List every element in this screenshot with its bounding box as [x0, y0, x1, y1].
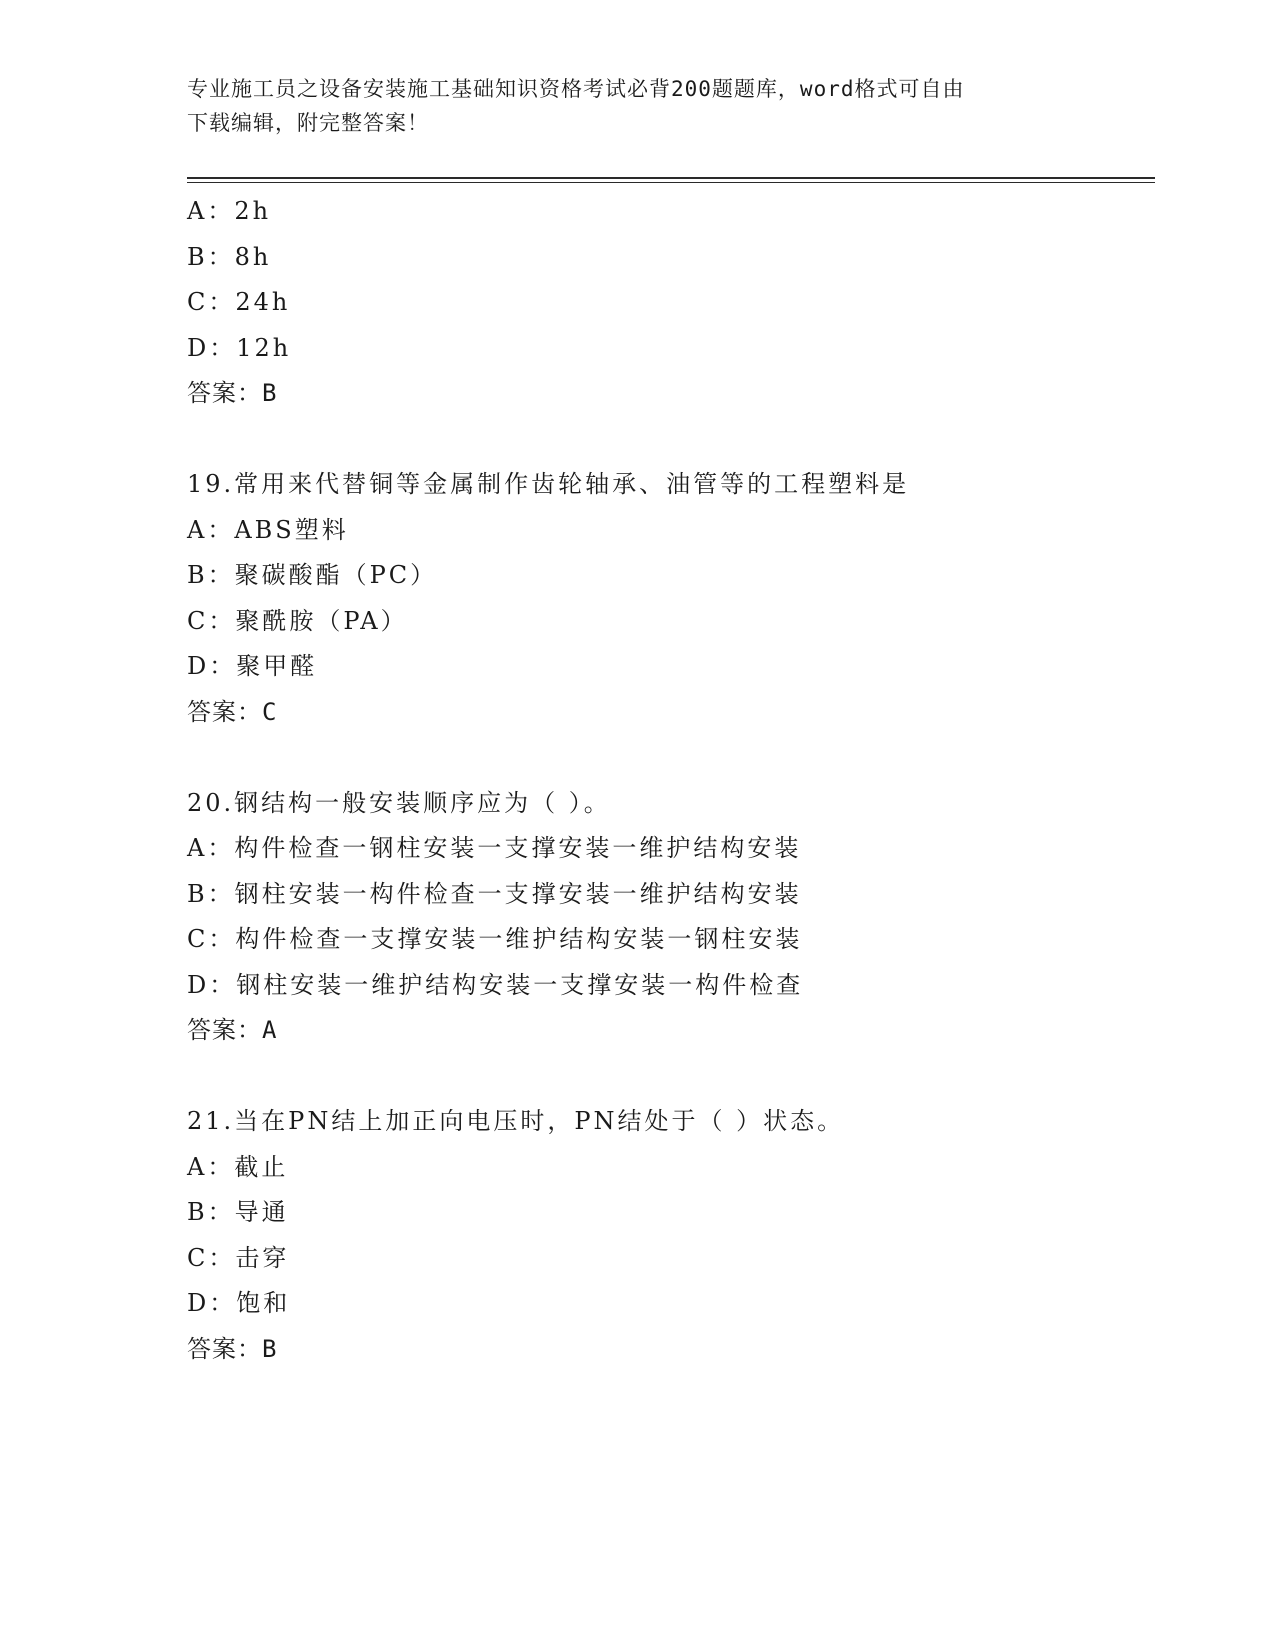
spacer — [187, 735, 1155, 781]
question-text: 20.钢结构一般安装顺序应为（ ）。 — [187, 788, 611, 817]
document-header — [187, 72, 1087, 140]
answer-value: B — [262, 379, 278, 407]
answer-label: 答案： — [187, 697, 262, 726]
option-c: C：聚酰胺（PA） — [187, 606, 408, 635]
question-21 — [187, 1099, 1155, 1372]
answer-label: 答案： — [187, 379, 262, 407]
option-c: C：构件检查一支撑安装一维护结构安装一钢柱安装 — [187, 925, 803, 953]
option-d: D：钢柱安装一维护结构安装一支撑安装一构件检查 — [187, 970, 804, 999]
header-divider-thick — [187, 177, 1155, 179]
answer-label: 答案： — [187, 1016, 262, 1044]
answer-line — [187, 1008, 1155, 1054]
question-text: 21.当在PN结上加正向电压时，PN结处于（ ）状态。 — [187, 1107, 845, 1135]
answer-value: C — [262, 697, 278, 726]
answer-label: 答案： — [187, 1334, 262, 1363]
option-a: A：截止 — [187, 1152, 289, 1181]
header-line-2: 下载编辑，附完整答案！ — [187, 111, 429, 135]
answer-value: B — [262, 1334, 278, 1363]
question-18 — [187, 189, 1155, 417]
answer-value: A — [262, 1016, 278, 1044]
option-a: A：ABS塑料 — [187, 515, 349, 544]
option-c: C：24h — [187, 288, 291, 316]
option-d: D：12h — [187, 333, 292, 362]
question-20 — [187, 781, 1155, 1054]
question-text: 19.常用来代替铜等金属制作齿轮轴承、油管等的工程塑料是 — [187, 470, 910, 498]
option-c: C：击穿 — [187, 1243, 290, 1272]
option-b: B：导通 — [187, 1198, 289, 1226]
answer-line — [187, 690, 1155, 736]
option-d: D：聚甲醛 — [187, 652, 318, 680]
option-a: A：2h — [187, 197, 272, 225]
answer-line — [187, 1327, 1155, 1373]
header-divider-thin — [187, 182, 1155, 183]
option-d: D：饱和 — [187, 1289, 291, 1317]
spacer — [187, 417, 1155, 463]
question-19 — [187, 462, 1155, 735]
answer-line — [187, 371, 1155, 417]
question-list — [187, 189, 1155, 1372]
spacer — [187, 1054, 1155, 1100]
option-b: B：钢柱安装一构件检查一支撑安装一维护结构安装 — [187, 879, 802, 908]
option-b: B：8h — [187, 242, 272, 271]
header-line-1: 专业施工员之设备安装施工基础知识资格考试必背200题题库，word格式可自由 — [187, 77, 965, 101]
option-a: A：构件检查一钢柱安装一支撑安装一维护结构安装 — [187, 834, 802, 862]
option-b: B：聚碳酸酯（PC） — [187, 561, 438, 589]
